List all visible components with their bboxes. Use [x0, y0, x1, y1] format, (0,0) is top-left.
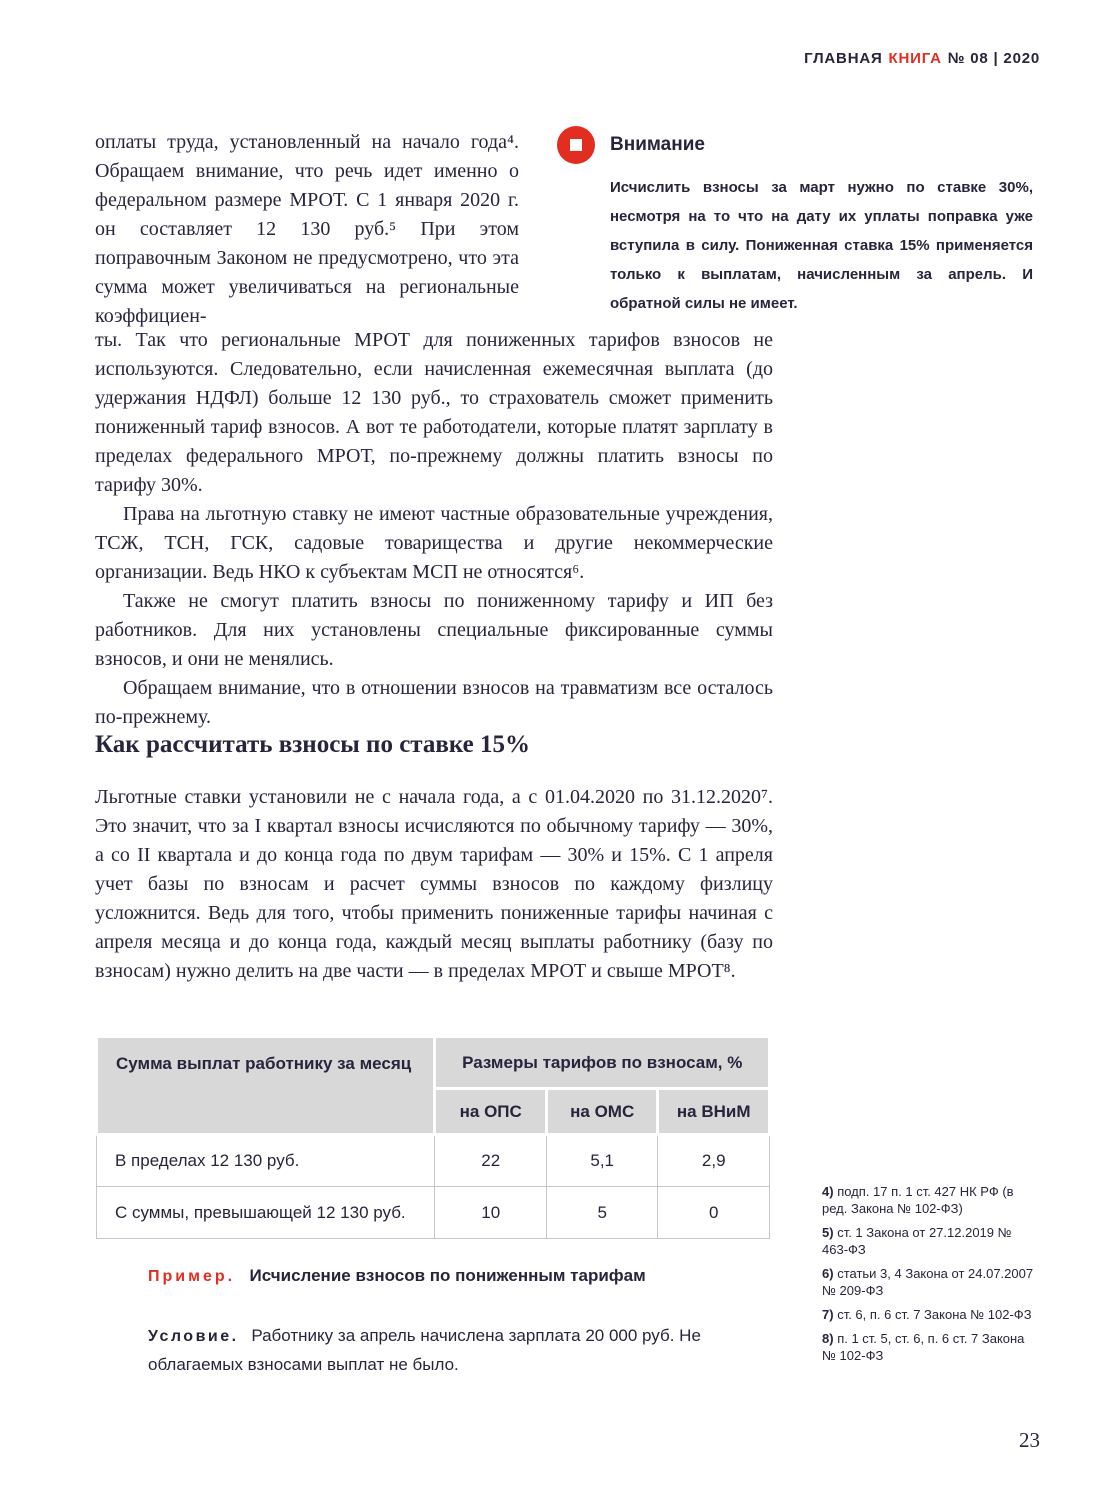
- table-row: [97, 1187, 770, 1239]
- example-title: Исчисление взносов по пониженным тарифам: [249, 1266, 646, 1285]
- condition-text: Работнику за апрель начислена зарплата 20 000 руб. Не облагаемых взносами выплат не было.: [148, 1326, 701, 1374]
- table-body: [97, 1135, 770, 1239]
- table-header-row: [97, 1037, 770, 1089]
- table-cell-value: 5,1: [546, 1135, 657, 1187]
- section-body: [95, 783, 773, 986]
- paragraph: Также не смогут платить взносы по пониженному тарифу и ИП без работников. Для них установлены специальные фиксированные суммы взносов, и они не менялись.: [95, 590, 773, 670]
- footnote: [822, 1224, 1040, 1258]
- footnote: [822, 1330, 1040, 1364]
- footnote-number: 4): [822, 1184, 834, 1199]
- table-cell-label: В пределах 12 130 руб.: [97, 1135, 435, 1187]
- example-block: [148, 1266, 760, 1379]
- footnote: [822, 1265, 1040, 1299]
- paragraph: Права на льготную ставку не имеют частные образовательные учреждения, ТСЖ, ТСН, ГСК, садовые товарищества и другие некоммерческие организации. Ведь НКО к субъектам МСП не относятся⁶.: [95, 503, 773, 583]
- tariff-table: [95, 1035, 771, 1239]
- table-row: [97, 1135, 770, 1187]
- attention-header: [557, 126, 1033, 164]
- attention-icon: [557, 126, 595, 164]
- intro-continued: [95, 326, 773, 732]
- footnote-number: 5): [822, 1225, 834, 1240]
- footnotes: [822, 1183, 1040, 1371]
- condition-label: Условие.: [148, 1328, 239, 1345]
- paragraph-continuation: ты. Так что региональные МРОТ для пониженных тарифов взносов не используются. Следовательно, если начисленная ежемесячная выплата (до удержания НДФЛ) больше 12 130 руб., то страхователь сможет применить пониженный тариф взносов. А вот те работодатели, которые платят зарплату в пределах федерального МРОТ, по-прежнему должны платить взносы по тарифу 30%.: [95, 329, 773, 496]
- attention-text: Исчислить взносы за март нужно по ставке 30%, несмотря на то что на дату их уплаты поправка уже вступила в силу. Пониженная ставка 15% применяется только к выплатам, начисленным за апрель. И обратной силы не имеет.: [610, 179, 1033, 312]
- table-subheader-vnim: на ВНиМ: [658, 1089, 770, 1135]
- example-label: Пример.: [148, 1268, 236, 1285]
- footnote-text: подп. 17 п. 1 ст. 427 НК РФ (в ред. Закона № 102-ФЗ): [822, 1184, 1014, 1216]
- issue-number: № 08 | 2020: [947, 50, 1040, 67]
- table-cell-label: С суммы, превышающей 12 130 руб.: [97, 1187, 435, 1239]
- table-cell-value: 2,9: [658, 1135, 770, 1187]
- attention-title: Внимание: [610, 134, 705, 155]
- section-heading: Как рассчитать взносы по ставке 15%: [95, 731, 531, 758]
- table-subheader-ops: на ОПС: [435, 1089, 546, 1135]
- footnote-text: п. 1 ст. 5, ст. 6, п. 6 ст. 7 Закона № 102-ФЗ: [822, 1331, 1025, 1363]
- table-cell-value: 0: [658, 1187, 770, 1239]
- page-header: [804, 50, 1040, 67]
- attention-box: [557, 126, 1033, 318]
- table-header-payments: Сумма выплат работнику за месяц: [97, 1037, 435, 1135]
- table-cell-value: 22: [435, 1135, 546, 1187]
- brand-glavnaya: ГЛАВНАЯ: [804, 50, 883, 67]
- table-header-tariffs-group: Размеры тарифов по взносам, %: [435, 1037, 770, 1089]
- brand-kniga: КНИГА: [888, 50, 942, 67]
- footnote: [822, 1306, 1040, 1323]
- footnote: [822, 1183, 1040, 1217]
- paragraph: Льготные ставки установили не с начала года, а с 01.04.2020 по 31.12.2020⁷. Это значит, что за I квартал взносы исчисляются по обычному тарифу — 30%, а со II квартала и до конца года по двум тарифам — 30% и 15%. С 1 апреля учет базы по взносам и расчет суммы взносов по каждому физлицу усложнится. Ведь для того, чтобы применить пониженные тарифы начиная с апреля месяца и до конца года, каждый месяц выплаты работнику (базу по взносам) нужно делить на две части — в пределах МРОТ и свыше МРОТ⁸.: [95, 786, 773, 982]
- footnote-number: 8): [822, 1331, 834, 1346]
- footnote-text: ст. 6, п. 6 ст. 7 Закона № 102-ФЗ: [837, 1307, 1032, 1322]
- footnote-number: 7): [822, 1307, 834, 1322]
- table-cell-value: 5: [546, 1187, 657, 1239]
- footnote-number: 6): [822, 1266, 834, 1281]
- table-head: [97, 1037, 770, 1135]
- footnote-text: ст. 1 Закона от 27.12.2019 № 463-ФЗ: [822, 1225, 1012, 1257]
- footnote-text: статьи 3, 4 Закона от 24.07.2007 № 209-ФЗ: [822, 1266, 1034, 1298]
- example-condition: [148, 1322, 760, 1379]
- table-subheader-oms: на ОМС: [546, 1089, 657, 1135]
- paragraph: Обращаем внимание, что в отношении взносов на травматизм все осталось по-прежнему.: [95, 677, 773, 728]
- table-cell-value: 10: [435, 1187, 546, 1239]
- page-number: 23: [1019, 1428, 1040, 1452]
- example-header: [148, 1266, 760, 1286]
- intro-column-text: оплаты труда, установленный на начало года⁴. Обращаем внимание, что речь идет именно о федеральном размере МРОТ. С 1 января 2020 г. он составляет 12 130 руб.⁵ При этом поправочным Законом не предусмотрено, что эта сумма может увеличиваться на региональные коэффициен-: [95, 131, 519, 327]
